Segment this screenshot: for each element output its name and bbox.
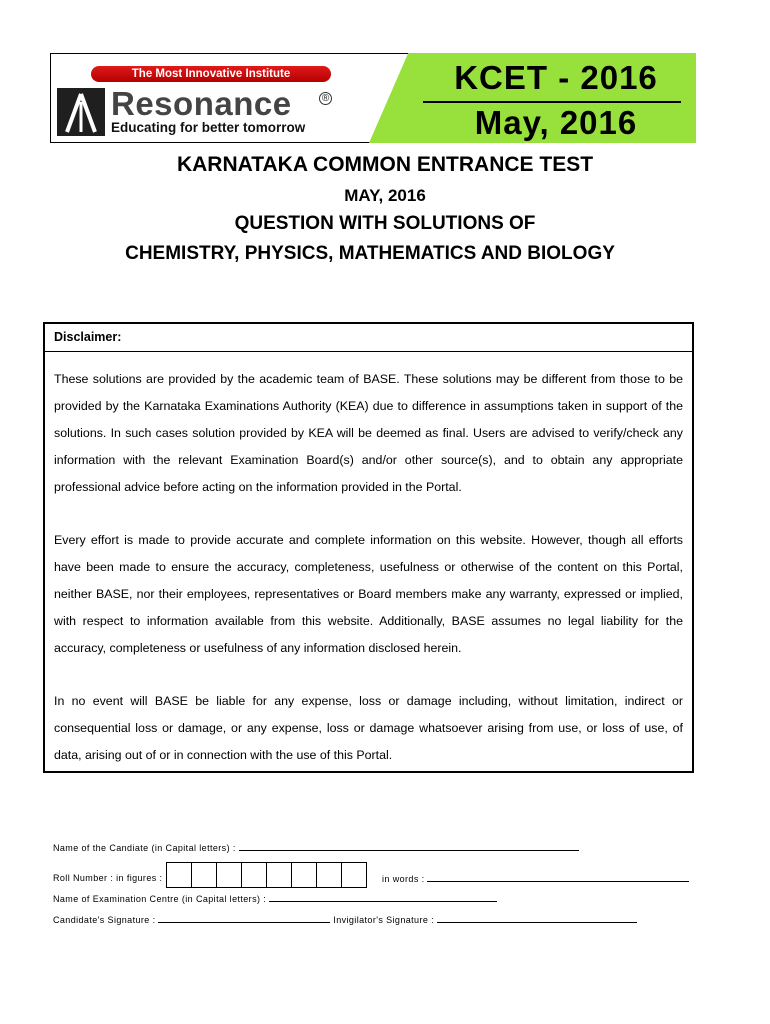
roll-digit-box[interactable] xyxy=(266,862,292,888)
exam-centre-field[interactable] xyxy=(269,893,497,902)
exam-centre-label: Name of Examination Centre (in Capital letters) : xyxy=(53,894,267,904)
roll-number-label-row xyxy=(53,873,162,883)
roll-digit-box[interactable] xyxy=(166,862,192,888)
logo-mark-icon xyxy=(57,88,105,136)
roll-digit-box[interactable] xyxy=(216,862,242,888)
disclaimer-paragraph-2: Every effort is made to provide accurate and complete information on this website. However, though all efforts have been made to ensure the accuracy, completeness, usefulness or otherwise of the content on this Portal, neither BASE, nor their employees, representatives or Board members make any warranty, expressed or implied, with respect to information available from this website. Additionally, BASE assumes no legal liability for the accuracy, completeness or usefulness of any information disclosed herein. xyxy=(54,533,683,655)
candidate-name-label: Name of the Candiate (in Capital letters) : xyxy=(53,843,236,853)
brand-slogan: Educating for better tomorrow xyxy=(111,120,306,135)
exam-title: KCET - 2016 xyxy=(454,59,658,96)
resonance-logo xyxy=(51,54,371,142)
subtitle-line-2: CHEMISTRY, PHYSICS, MATHEMATICS AND BIOLOGY xyxy=(125,243,615,264)
disclaimer-paragraph-3: In no event will BASE be liable for any expense, loss or damage including, without limitation, indirect or consequential loss or damage, or any expense, loss or damage whatsoever arising from use, or loss of use, of data, arising out of or in connection with the use of this Portal. xyxy=(54,694,683,762)
brand-name: Resonance xyxy=(111,85,292,122)
invigilator-signature-field[interactable] xyxy=(437,914,637,923)
roll-words-label: in words : xyxy=(382,874,425,884)
roll-digit-box[interactable] xyxy=(316,862,342,888)
roll-digit-box[interactable] xyxy=(241,862,267,888)
exam-centre-row xyxy=(53,893,497,904)
registered-mark: ® xyxy=(319,92,332,105)
candidate-signature-label: Candidate's Signature : xyxy=(53,915,156,925)
roll-digit-box[interactable] xyxy=(291,862,317,888)
roll-words-field[interactable] xyxy=(427,873,689,882)
header-banner xyxy=(50,53,694,143)
candidate-signature-field[interactable] xyxy=(158,914,330,923)
disclaimer-box xyxy=(43,322,694,773)
disclaimer-heading: Disclaimer: xyxy=(45,324,692,352)
signature-row xyxy=(53,914,637,925)
roll-digit-box[interactable] xyxy=(191,862,217,888)
roll-number-boxes xyxy=(166,862,366,888)
tagline: The Most Innovative Institute xyxy=(91,66,331,82)
exam-month: MAY, 2016 xyxy=(344,186,426,205)
disclaimer-body xyxy=(45,352,692,769)
roll-digit-box[interactable] xyxy=(341,862,367,888)
subtitle-line-1: QUESTION WITH SOLUTIONS OF xyxy=(234,213,536,234)
candidate-name-field[interactable] xyxy=(239,842,579,851)
roll-figures-label: Roll Number : in figures : xyxy=(53,873,163,883)
divider xyxy=(423,101,681,103)
roll-words-row xyxy=(382,873,689,884)
exam-date: May, 2016 xyxy=(474,104,638,141)
candidate-name-row xyxy=(53,842,579,853)
page-title: KARNATAKA COMMON ENTRANCE TEST xyxy=(176,153,594,176)
disclaimer-paragraph-1: These solutions are provided by the academic team of BASE. These solutions may be different from those to be provided by the Karnataka Examinations Authority (KEA) due to difference in assumptions taken in support of the solutions. In such cases solution provided by KEA will be deemed as final. Users are advised to verify/check any information with the relevant Examination Board(s) and/or other source(s), and to obtain any appropriate professional advice before acting on the information provided in the Portal. xyxy=(54,372,683,494)
invigilator-signature-label: Invigilator's Signature : xyxy=(333,915,435,925)
